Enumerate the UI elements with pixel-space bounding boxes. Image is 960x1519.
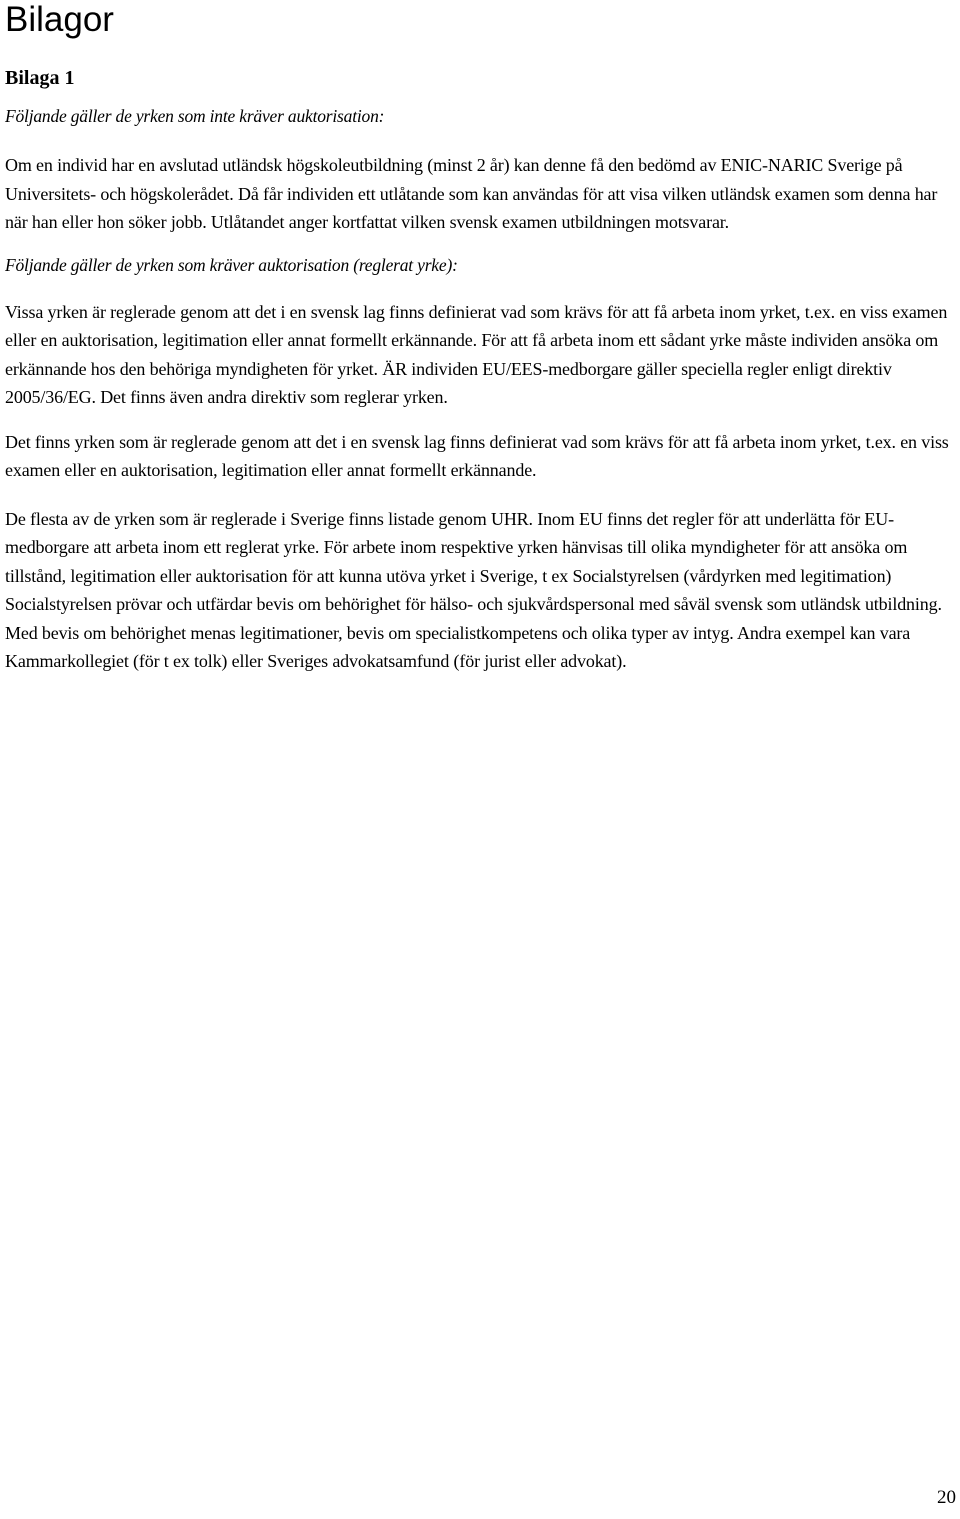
section-subheading-regulated: Följande gäller de yrken som kräver auktorisation (reglerat yrke): [5, 254, 458, 275]
document-title: Bilagor [5, 0, 114, 39]
appendix-heading: Bilaga 1 [5, 67, 75, 89]
paragraph-regulated-professions: Vissa yrken är reglerade genom att det i en svensk lag finns definierat vad som krävs för att få arbeta inom yrket, t.ex. en viss examen eller en auktorisation, legitimation eller annat formellt erkännande. För att få arbeta inom ett sådant yrke måste individen ansöka om erkännande hos den behöriga myndigheten för yrket. ÄR individen EU/EES-medborgare gäller speciella regler enligt direktiv 2005/36/EG. Det finns även andra direktiv som reglerar yrken. [5, 301, 948, 407]
document-page [5, 0, 957, 676]
page-number: 20 [937, 1487, 956, 1508]
paragraph-enic-naric: Om en individ har en avslutad utländsk högskoleutbildning (minst 2 år) kan denne få den bedömd av ENIC-NARIC Sverige på Universitets- och högskolerådet. Då får individen ett utlåtande som kan användas för att visa vilken utländsk examen som denna har när han eller hon söker jobb. Utlåtandet anger kortfattat vilken svensk examen utbildningen motsvarar. [5, 155, 938, 232]
paragraph-regulated-definition: Det finns yrken som är reglerade genom att det i en svensk lag finns definierat vad som krävs för att få arbeta inom yrket, t.ex. en viss examen eller en auktorisation, legitimation eller annat formellt erkännande. [5, 431, 949, 480]
paragraph-uhr-authorities: De flesta av de yrken som är reglerade i Sverige finns listade genom UHR. Inom EU finns det regler för att underlätta för EU-medborgare att arbeta inom ett reglerat yrke. För arbete inom respektive yrken hänvisas till olika myndigheter för att ansöka om tillstånd, legitimation eller auktorisation för att kunna utöva yrket i Sverige, t ex Socialstyrelsen (vårdyrken med legitimation) Socialstyrelsen prövar och utfärdar bevis om behörighet för hälso- och sjukvårdspersonal med såväl svensk som utländsk utbildning. Med bevis om behörighet menas legitimationer, bevis om specialistkompetens och olika typer av intyg. Andra exempel kan vara Kammarkollegiet (för t ex tolk) eller Sveriges advokatsamfund (för jurist eller advokat). [5, 508, 942, 671]
section-subheading-non-regulated: Följande gäller de yrken som inte kräver auktorisation: [5, 106, 385, 126]
